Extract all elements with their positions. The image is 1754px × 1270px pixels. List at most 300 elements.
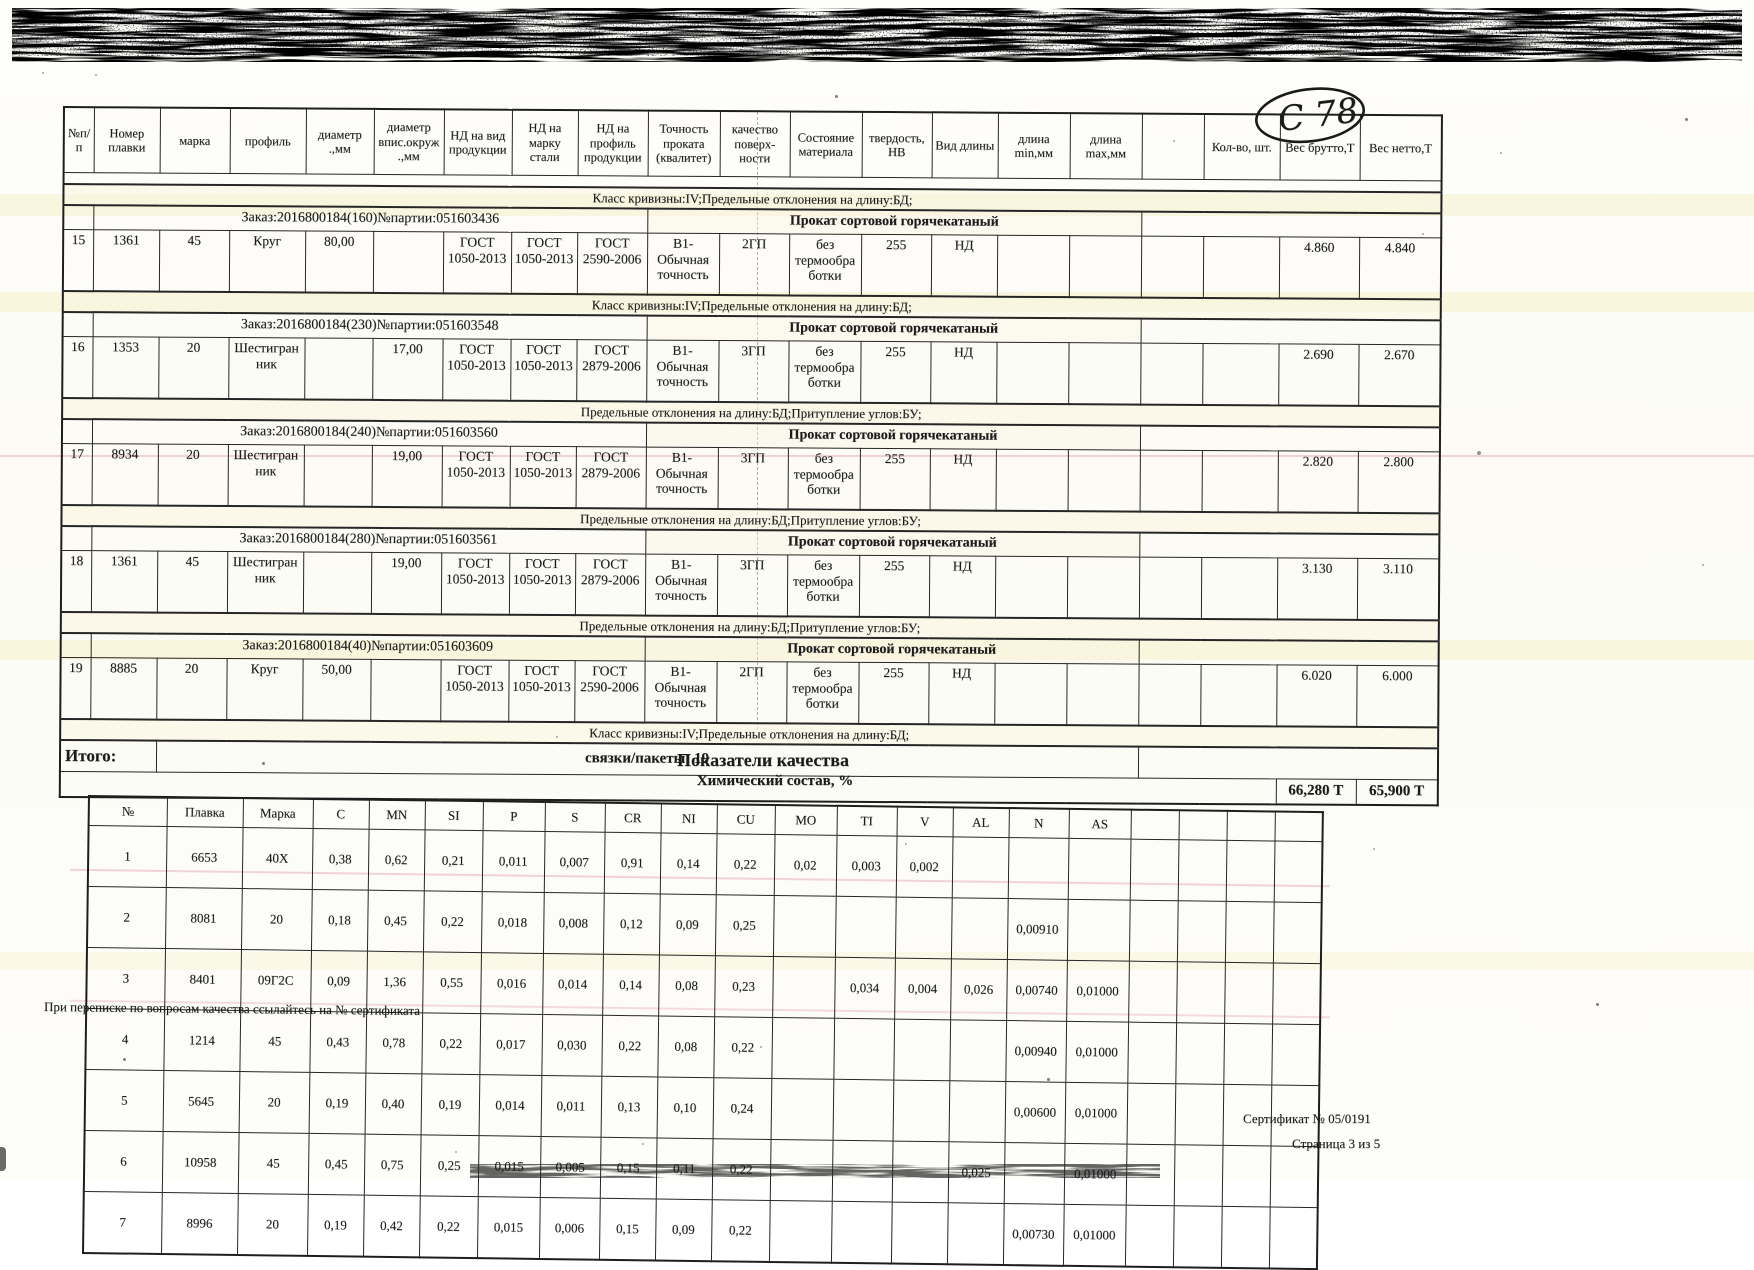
- scan-speck: [455, 1151, 457, 1153]
- empty-cell: [62, 419, 92, 444]
- chemical-composition-subtitle: Химический состав, %: [696, 773, 854, 789]
- data-cell: [947, 1203, 1004, 1265]
- data-cell: 20: [241, 889, 312, 951]
- table-row: [62, 443, 1440, 513]
- data-cell: 4.840: [1359, 237, 1441, 299]
- column-header: [1142, 114, 1204, 180]
- data-cell: НД: [931, 235, 997, 297]
- data-cell: 3ГП: [718, 341, 788, 403]
- scan-speck: [1047, 1078, 1050, 1081]
- data-cell: [996, 449, 1068, 511]
- data-cell: 3: [86, 948, 165, 1010]
- data-cell: 0,55: [422, 952, 481, 1014]
- data-cell: 8934: [92, 444, 158, 506]
- column-header: S: [545, 802, 605, 832]
- empty-cell: [61, 633, 91, 658]
- column-header: Точность проката (квалитет): [648, 111, 720, 177]
- data-cell: 0,22: [712, 1139, 771, 1201]
- column-header: твердость, НВ: [862, 112, 932, 178]
- data-cell: 7: [83, 1191, 162, 1254]
- data-cell: 0,62: [368, 829, 425, 891]
- column-header: P: [483, 801, 545, 831]
- data-cell: 0,22: [421, 1013, 480, 1075]
- data-cell: 17: [62, 443, 92, 505]
- data-cell: ГОСТ 1050-2013: [441, 553, 509, 615]
- data-cell: Шестигран ник: [228, 445, 304, 507]
- table-row: [63, 230, 1441, 300]
- data-cell: 80,00: [305, 231, 373, 293]
- data-cell: [1226, 840, 1275, 902]
- data-cell: [1269, 1207, 1318, 1269]
- scan-speck: [835, 95, 838, 98]
- data-cell: [373, 231, 443, 293]
- data-cell: 255: [861, 234, 931, 296]
- data-cell: [1140, 450, 1202, 512]
- data-cell: 16: [62, 337, 92, 399]
- column-header: Вес нетто,Т: [1360, 115, 1442, 181]
- data-cell: 0,00940: [1005, 1021, 1066, 1083]
- data-cell: В1- Обычная точность: [644, 661, 716, 723]
- data-cell: 2.820: [1278, 451, 1358, 513]
- data-cell: 6653: [166, 827, 243, 889]
- data-cell: 0,23: [714, 956, 773, 1018]
- data-cell: [1066, 664, 1138, 726]
- data-cell: [1127, 1022, 1176, 1084]
- data-cell: 0,015: [478, 1136, 541, 1198]
- scan-speck: [262, 762, 265, 765]
- column-header: NI: [661, 804, 717, 834]
- column-header: диаметр впис.окруж .,мм: [374, 109, 444, 175]
- column-header: Вид длины: [932, 112, 998, 178]
- data-cell: 0,018: [481, 892, 544, 954]
- data-cell: 0,13: [601, 1076, 658, 1138]
- data-cell: 0,15: [599, 1198, 656, 1260]
- data-cell: [1126, 1144, 1175, 1206]
- data-cell: 45: [238, 1133, 309, 1195]
- data-cell: 8996: [161, 1193, 238, 1255]
- column-header: V: [897, 807, 953, 837]
- data-cell: 0,22: [601, 1015, 658, 1077]
- data-cell: 45: [159, 230, 229, 292]
- data-cell: НД: [929, 556, 995, 618]
- data-cell: [772, 956, 835, 1018]
- data-cell: [1202, 450, 1278, 512]
- data-cell: 10958: [162, 1132, 239, 1194]
- data-cell: 2.670: [1358, 344, 1440, 406]
- data-cell: 0,78: [365, 1012, 422, 1074]
- data-cell: 0,01000: [1066, 960, 1129, 1022]
- data-cell: ГОСТ 1050-2013: [442, 446, 510, 508]
- data-cell: [1270, 1146, 1319, 1208]
- data-cell: [1067, 557, 1139, 619]
- data-cell: [835, 896, 896, 958]
- order-info: Заказ:2016800184(40)№партии:051603609: [91, 633, 645, 661]
- column-header: НД на марку стали: [512, 110, 578, 176]
- column-header: Вес брутто,Т: [1280, 114, 1360, 180]
- scan-speck: [1173, 140, 1175, 142]
- data-cell: ГОСТ 2879-2006: [576, 447, 646, 509]
- data-cell: [304, 338, 372, 400]
- column-header: марка: [160, 108, 230, 174]
- column-header: AS: [1069, 809, 1131, 839]
- data-cell: [952, 837, 1009, 899]
- data-cell: 2.800: [1358, 451, 1440, 513]
- data-cell: [893, 1019, 950, 1081]
- data-cell: 0,25: [715, 895, 774, 957]
- scan-speck: [95, 74, 97, 76]
- empty-cell: [63, 205, 93, 230]
- data-cell: без термообра ботки: [788, 448, 860, 510]
- data-cell: 255: [860, 448, 930, 510]
- data-cell: 0,014: [479, 1075, 542, 1137]
- data-cell: 0,45: [367, 890, 424, 952]
- data-cell: 0,002: [896, 836, 953, 898]
- column-header: качество поверх- ности: [720, 111, 790, 177]
- data-cell: 0,08: [658, 955, 715, 1017]
- column-header: профиль: [230, 108, 306, 174]
- data-cell: [1067, 899, 1130, 961]
- data-cell: [1202, 343, 1278, 405]
- data-cell: [1069, 236, 1141, 298]
- correspondence-note: При переписке по вопросам качества ссылайтесь на № сертификата: [43, 999, 421, 1018]
- stamp-text: С 78: [1275, 90, 1361, 140]
- data-cell: 17,00: [372, 338, 442, 400]
- data-cell: 0,40: [365, 1073, 422, 1135]
- data-cell: 0,01000: [1063, 1204, 1126, 1266]
- data-cell: 1: [88, 826, 167, 888]
- order-info: Заказ:2016800184(280)№партии:051603561: [91, 526, 645, 554]
- data-cell: 19,00: [371, 552, 441, 614]
- data-cell: 0,005: [540, 1136, 601, 1198]
- scan-speck: [556, 736, 558, 738]
- data-cell: 6.020: [1276, 665, 1356, 727]
- data-cell: [769, 1200, 832, 1262]
- data-cell: 0,22: [713, 1017, 772, 1079]
- products-table-wrap: [59, 106, 1441, 806]
- data-cell: В1- Обычная точность: [647, 233, 719, 295]
- empty-cell: [61, 526, 91, 551]
- data-cell: 0,00600: [1005, 1082, 1066, 1144]
- column-header: длина min,мм: [998, 113, 1070, 179]
- data-cell: 0,24: [713, 1078, 772, 1140]
- data-cell: [1223, 1023, 1272, 1085]
- data-cell: 1,36: [366, 951, 423, 1013]
- data-cell: [832, 1140, 893, 1202]
- column-header: Кол-во, шт.: [1204, 114, 1280, 180]
- column-header: SI: [425, 800, 483, 830]
- data-cell: 8401: [164, 949, 241, 1011]
- data-cell: 0,10: [657, 1077, 714, 1139]
- table-row: [61, 550, 1439, 620]
- data-cell: ГОСТ 1050-2013: [440, 660, 508, 722]
- data-cell: Круг: [229, 231, 305, 293]
- data-cell: 0,18: [311, 889, 368, 951]
- data-cell: ГОСТ 1050-2013: [443, 232, 511, 294]
- data-cell: 2ГП: [716, 662, 786, 724]
- scan-speck: [123, 1058, 126, 1061]
- data-cell: ГОСТ 2879-2006: [576, 340, 646, 402]
- data-cell: 0,22: [423, 891, 482, 953]
- data-cell: 20: [237, 1193, 308, 1255]
- data-cell: [1141, 236, 1203, 298]
- data-cell: [994, 663, 1066, 725]
- table-row: [60, 657, 1438, 727]
- note-row: Предельные отклонения на длину:БД;Притупление углов:БУ;: [62, 398, 1440, 427]
- data-cell: 09Г2С: [240, 950, 311, 1012]
- data-cell: [949, 1020, 1006, 1082]
- data-cell: 4: [85, 1008, 164, 1070]
- data-cell: [1128, 961, 1177, 1023]
- data-cell: [1068, 838, 1131, 900]
- data-cell: [1273, 902, 1322, 964]
- data-cell: 0,38: [312, 828, 369, 890]
- data-cell: 0,025: [948, 1142, 1005, 1204]
- data-cell: 0,008: [543, 892, 604, 954]
- data-cell: 0,034: [834, 957, 895, 1019]
- data-cell: 0,011: [541, 1075, 602, 1137]
- column-header: №п/п: [64, 107, 94, 173]
- data-cell: [893, 1080, 950, 1142]
- data-cell: 0,75: [364, 1134, 421, 1196]
- data-cell: ГОСТ 1050-2013: [510, 339, 576, 401]
- data-cell: 2: [87, 887, 166, 949]
- data-cell: [770, 1139, 833, 1201]
- data-cell: [997, 235, 1069, 297]
- data-cell: [996, 342, 1068, 404]
- column-header: НД на вид продукции: [444, 109, 512, 175]
- data-cell: [1203, 236, 1279, 298]
- data-cell: 0,11: [656, 1138, 713, 1200]
- column-header: Состояние материала: [790, 111, 862, 177]
- data-cell: [1127, 1083, 1176, 1145]
- data-cell: [895, 897, 952, 959]
- product-type: Прокат сортовой горячекатаный: [647, 316, 1141, 344]
- data-cell: ГОСТ 1050-2013: [508, 660, 574, 722]
- data-cell: 6: [84, 1130, 163, 1192]
- table-row: [62, 337, 1440, 407]
- data-cell: 0,015: [477, 1197, 540, 1259]
- data-cell: [833, 1018, 894, 1080]
- data-cell: [771, 1017, 834, 1079]
- column-header: TI: [837, 806, 897, 836]
- scan-speck: [642, 1143, 644, 1145]
- data-cell: [995, 556, 1067, 618]
- data-cell: [1138, 664, 1200, 726]
- order-info: Заказ:2016800184(240)№партии:051603560: [92, 419, 646, 447]
- data-cell: [773, 895, 836, 957]
- scan-speck: [1477, 451, 1481, 455]
- data-cell: [1221, 1206, 1270, 1268]
- scan-speck: [760, 1046, 762, 1048]
- column-header: №: [89, 796, 167, 827]
- data-cell: 8885: [90, 658, 156, 720]
- empty-cell: [1141, 212, 1441, 238]
- page-number: Страница 3 из 5: [1292, 1136, 1381, 1151]
- quality-section-title: Показатели качества: [677, 750, 849, 770]
- data-cell: 0,21: [424, 830, 483, 892]
- order-info: Заказ:2016800184(160)№партии:051603436: [93, 205, 647, 233]
- data-cell: [891, 1202, 948, 1264]
- data-cell: 1361: [91, 551, 157, 613]
- data-cell: 0,01000: [1065, 1021, 1128, 1083]
- data-cell: 3ГП: [718, 448, 788, 510]
- data-cell: 255: [859, 555, 929, 617]
- total-net-weight: 65,900 Т: [1356, 779, 1438, 805]
- data-cell: [1200, 664, 1276, 726]
- data-cell: 0,004: [894, 958, 951, 1020]
- data-cell: 3.110: [1357, 558, 1439, 620]
- table-row: [64, 107, 1442, 181]
- data-cell: 0,01000: [1064, 1143, 1127, 1205]
- data-cell: В1- Обычная точность: [646, 447, 718, 509]
- data-cell: [1008, 838, 1069, 900]
- data-cell: 255: [860, 341, 930, 403]
- data-cell: [1175, 1023, 1224, 1085]
- data-cell: [1129, 900, 1178, 962]
- data-cell: ГОСТ 2590-2006: [574, 661, 644, 723]
- data-cell: 0,45: [308, 1133, 365, 1195]
- chemical-table-wrap: [82, 795, 1322, 1270]
- data-cell: без термообра ботки: [789, 234, 861, 296]
- data-cell: 15: [63, 230, 93, 292]
- data-cell: 50,00: [302, 659, 370, 721]
- data-cell: 40X: [242, 828, 313, 890]
- data-cell: [1173, 1206, 1222, 1268]
- column-header: длина max,мм: [1070, 113, 1142, 179]
- column-header: N: [1009, 808, 1069, 838]
- product-type: Прокат сортовой горячекатаный: [646, 423, 1140, 451]
- data-cell: 6.000: [1356, 665, 1438, 727]
- scan-speck: [1373, 848, 1375, 850]
- data-cell: [1068, 450, 1140, 512]
- data-cell: 0,14: [602, 954, 659, 1016]
- data-cell: 2ГП: [719, 234, 789, 296]
- column-header: диаметр .,мм: [306, 108, 374, 174]
- data-cell: [1139, 557, 1201, 619]
- data-cell: НД: [928, 663, 994, 725]
- data-cell: 3.130: [1277, 558, 1357, 620]
- data-cell: 0,011: [482, 831, 545, 893]
- scan-blob: [0, 1147, 6, 1171]
- data-cell: В1- Обычная точность: [646, 340, 718, 402]
- data-cell: без термообра ботки: [788, 341, 860, 403]
- data-cell: 0,02: [774, 834, 837, 896]
- column-header: Марка: [243, 798, 313, 828]
- data-cell: без термообра ботки: [786, 662, 858, 724]
- product-type: Прокат сортовой горячекатаный: [647, 209, 1141, 237]
- data-cell: 20: [158, 444, 228, 506]
- data-cell: [1174, 1145, 1223, 1207]
- data-cell: 19: [60, 657, 90, 719]
- column-header: CR: [605, 803, 661, 833]
- data-cell: 0,016: [480, 953, 543, 1015]
- data-cell: 0,00740: [1006, 960, 1067, 1022]
- data-cell: [1272, 963, 1321, 1025]
- data-cell: [1125, 1205, 1174, 1267]
- total-gross-weight: 66,280 Т: [1276, 779, 1356, 805]
- data-cell: [370, 659, 440, 721]
- data-cell: [1225, 901, 1274, 963]
- column-header: CU: [717, 804, 775, 834]
- column-header: [1131, 810, 1179, 840]
- empty-cell: [63, 312, 93, 337]
- data-cell: [951, 898, 1008, 960]
- empty-cell: [1140, 426, 1440, 452]
- data-cell: 45: [239, 1011, 310, 1073]
- data-cell: [1004, 1143, 1065, 1205]
- data-cell: [831, 1201, 892, 1263]
- scan-speck: [1500, 152, 1502, 154]
- certificate-number: Сертификат № 05/0191: [1243, 1111, 1371, 1126]
- data-cell: ГОСТ 1050-2013: [442, 339, 510, 401]
- data-cell: [303, 552, 371, 614]
- scan-speck: [1596, 1003, 1599, 1006]
- data-cell: 0,43: [309, 1011, 366, 1073]
- data-cell: [949, 1081, 1006, 1143]
- data-cell: [892, 1141, 949, 1203]
- note-row: Класс кривизны:IV;Предельные отклонения на длину:БД;: [63, 184, 1441, 213]
- data-cell: ГОСТ 2590-2006: [577, 233, 647, 295]
- data-cell: 1353: [92, 337, 158, 399]
- column-header: Плавка: [167, 797, 243, 827]
- data-cell: [1178, 840, 1227, 902]
- data-cell: 20: [158, 337, 228, 399]
- data-cell: [1274, 841, 1323, 903]
- note-row: Предельные отклонения на длину:БД;Притупление углов:БУ;: [61, 505, 1439, 534]
- scanner-noise-band: [12, 8, 1742, 62]
- data-cell: [833, 1079, 894, 1141]
- data-cell: [1224, 962, 1273, 1024]
- data-cell: 5: [85, 1069, 164, 1131]
- data-cell: [1140, 343, 1202, 405]
- data-cell: [1175, 1084, 1224, 1146]
- data-cell: 1214: [163, 1010, 240, 1072]
- data-cell: 0,22: [716, 834, 775, 896]
- data-cell: ГОСТ 2879-2006: [575, 554, 645, 616]
- column-header: C: [313, 799, 369, 829]
- data-cell: 0,09: [655, 1199, 712, 1261]
- data-cell: 0,030: [541, 1014, 602, 1076]
- data-cell: 3ГП: [717, 555, 787, 617]
- data-cell: 0,003: [836, 835, 897, 897]
- data-cell: 255: [858, 662, 928, 724]
- data-cell: 18: [61, 550, 91, 612]
- empty-cell: [1141, 319, 1441, 345]
- note-row: Предельные отклонения на длину:БД;Притупление углов:БУ;: [61, 612, 1439, 641]
- data-cell: [1176, 962, 1225, 1024]
- scan-speck: [1702, 564, 1704, 566]
- data-cell: 0,19: [307, 1194, 364, 1256]
- data-cell: [771, 1078, 834, 1140]
- data-cell: 0,026: [950, 959, 1007, 1021]
- data-cell: [304, 445, 372, 507]
- data-cell: 0,00910: [1007, 899, 1068, 961]
- column-header: MN: [369, 800, 425, 830]
- column-header: MO: [775, 805, 837, 835]
- data-cell: 0,01000: [1065, 1082, 1128, 1144]
- scan-speck: [1685, 118, 1688, 121]
- data-cell: без термообра ботки: [787, 555, 859, 617]
- column-header: [1227, 811, 1275, 841]
- data-cell: 0,25: [420, 1135, 479, 1197]
- empty-cell: [1139, 640, 1439, 666]
- chemical-composition-table: [82, 795, 1324, 1270]
- column-header: [1274, 812, 1322, 842]
- empty-cell: [1139, 533, 1439, 559]
- data-cell: 19,00: [372, 445, 442, 507]
- data-cell: [1068, 343, 1140, 405]
- column-header: [1179, 810, 1227, 840]
